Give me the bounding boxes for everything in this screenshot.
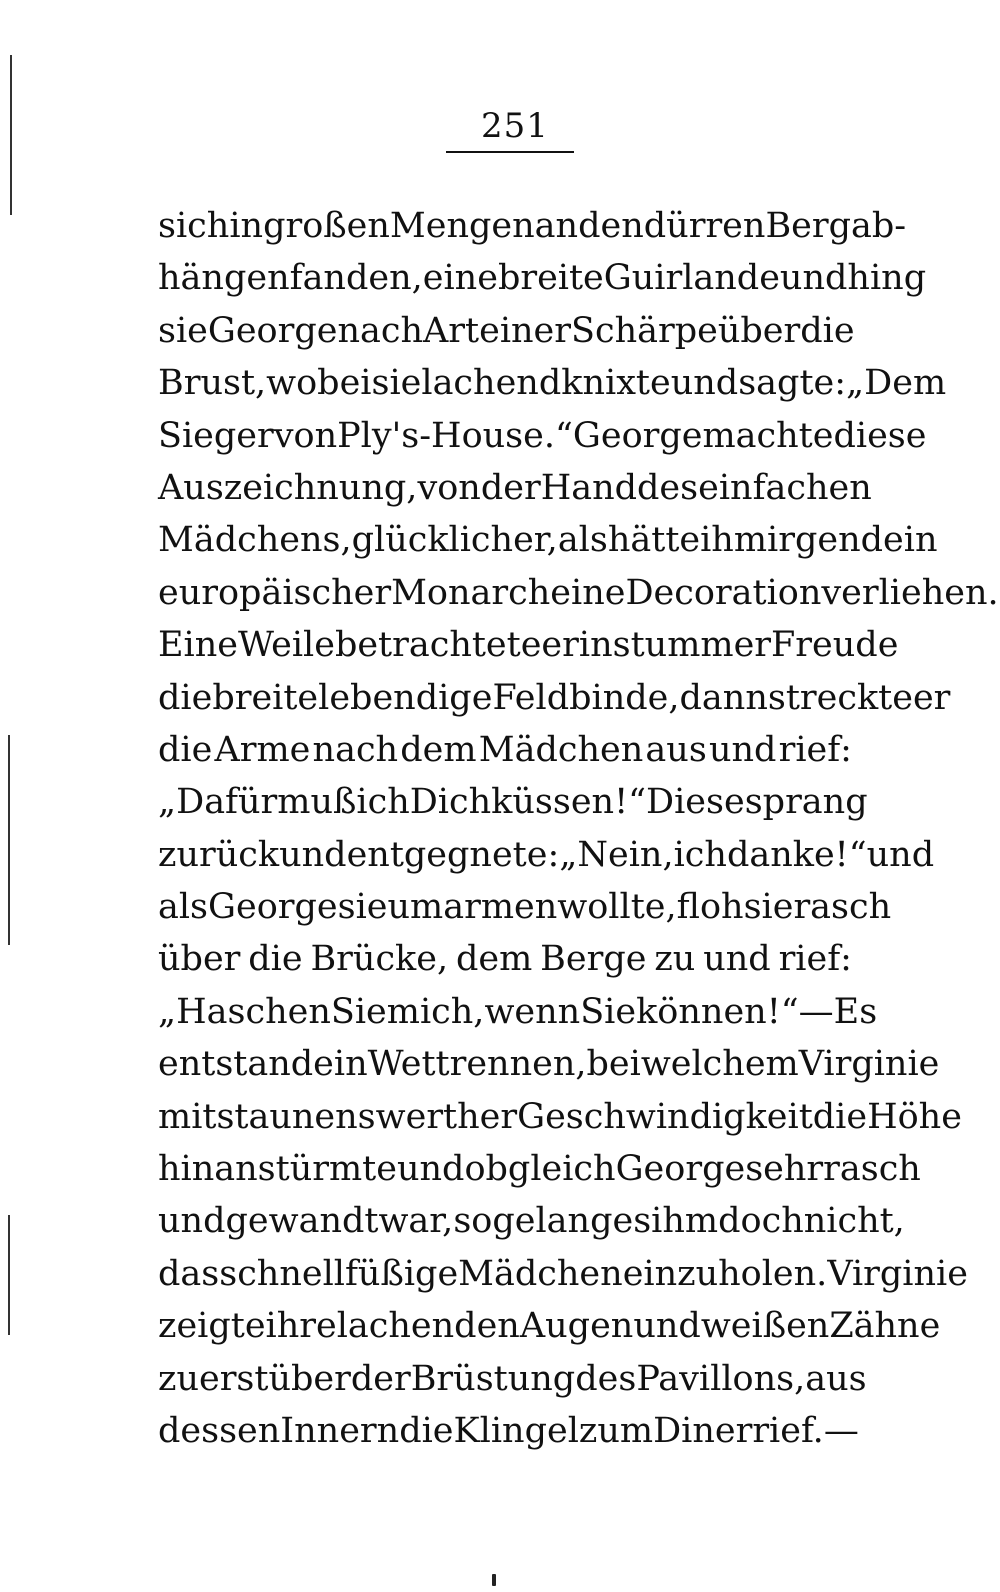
word: sehr [745,1149,824,1190]
word: knixte [561,363,671,404]
word: und [158,1201,226,1242]
word: ein [883,520,938,561]
word: Ply's-House.“ [337,415,573,456]
word: bei [586,1044,641,1085]
word: stummer [612,625,772,666]
text-line [158,514,938,566]
text-line [158,672,951,724]
word: einzuholen. [622,1253,828,1294]
word: nicht, [803,1201,905,1242]
text-line [158,1300,941,1352]
word: Art [423,310,480,351]
word: großen [263,206,390,246]
word: an [534,206,579,246]
text-line [158,724,852,776]
word: Feldbinde, [492,677,680,718]
word: George [572,415,703,456]
word: Virginie [798,1044,940,1085]
word: Sie [330,991,387,1032]
word: über [158,939,241,980]
word: ihm [700,520,768,561]
scan-edge-mark [8,1215,10,1335]
word: eine [550,572,626,613]
word: Es [833,991,878,1032]
word: umarmen [387,887,558,928]
word: die [812,1096,868,1137]
word: Wettrennen, [367,1044,587,1085]
text-line [158,1353,867,1405]
text-line [158,881,892,933]
word: George [208,887,338,928]
word: Zähne [829,1306,941,1347]
word: sie [337,887,388,928]
word: und [396,1149,465,1190]
word: breite [212,677,319,718]
word: glücklicher, [351,520,558,561]
word: Mädchen [478,729,644,770]
word: ihre [265,1306,337,1347]
word: war, [378,1201,454,1242]
word: zuerst [158,1358,269,1399]
word: hängen [158,258,290,299]
word: eine [422,258,498,299]
word: Sie [580,991,637,1032]
word: rief: [778,939,852,980]
word: wobei [266,363,372,404]
word: Weile [238,625,335,666]
word: lachend [421,363,562,404]
word: Guirlande [603,258,780,299]
word: hing [847,258,927,299]
text-line [158,619,899,671]
scan-edge-mark [8,735,10,945]
word: verliehen. [821,572,999,613]
word: sie [371,363,422,404]
word: Hand [540,467,638,508]
word: Schärpe [571,310,718,351]
word: — [823,1410,859,1451]
word: „Dafür [158,782,278,823]
word: ich [673,834,727,875]
word: „Haschen [158,991,331,1032]
word: die [399,1410,454,1451]
word: Klingel [453,1410,579,1451]
word: entgegnete: [346,834,560,875]
text-line [158,1091,962,1143]
word: in [578,625,613,666]
word: als [158,887,209,928]
word: entstand [158,1044,314,1085]
word: zum [578,1410,654,1451]
word: und [670,363,739,404]
text-line [158,1248,968,1300]
word: Diner [653,1410,753,1451]
text-line [158,933,852,985]
word: Mengen [389,206,535,246]
word: dessen [158,1410,281,1451]
word: Brücke, [310,939,449,980]
word: Virginie [827,1253,968,1294]
word: floh [676,887,744,928]
word: staunenswerther [216,1096,518,1137]
word: die [248,939,303,980]
text-line [158,462,872,514]
word: zurück [158,834,280,875]
word: und [279,834,347,875]
word: und [633,1306,701,1347]
word: aus [805,1358,867,1399]
word: Diese [646,782,745,823]
text-line [158,410,927,462]
text-line [158,567,999,619]
word: sprang [744,782,868,823]
word: den [578,206,644,246]
word: danke!“ [726,834,867,875]
word: über [717,310,801,351]
word: Monarch [391,572,551,613]
word: lebendige [318,677,493,718]
word: zeigte [158,1306,266,1347]
word: Decoration [625,572,822,613]
word: „Dem [846,363,947,404]
word: nach [312,729,399,770]
word: in [229,206,264,246]
word: gewandt [225,1201,379,1242]
header-rule [446,151,574,153]
word: „Nein, [559,834,674,875]
word: George [615,1149,746,1190]
word: von [273,415,338,456]
word: hinanstürmte [158,1149,397,1190]
word: streckte [767,677,913,718]
word: sie [743,887,794,928]
word: des [575,1358,637,1399]
text-line [158,1195,905,1247]
word: sagte: [738,363,847,404]
scan-edge-mark [10,55,12,215]
text-line [158,776,868,828]
word: nach [337,310,424,351]
word: Sieger [158,415,274,456]
word: und [779,258,848,299]
word: breite [497,258,604,299]
word: er [541,625,579,666]
word: dürren [643,206,766,246]
word: europäischer [158,572,392,613]
word: gelang [492,1201,613,1242]
text-line [158,1405,859,1457]
word: von [417,467,481,508]
word: Dich [409,782,492,823]
word: die [158,729,213,770]
word: dem [400,729,477,770]
text-line [158,986,878,1038]
word: ihm [651,1201,719,1242]
word: wenn [484,991,581,1032]
word: der [480,467,541,508]
scan-speck [492,1574,496,1586]
word: Berge [540,939,647,980]
word: Höhe [867,1096,962,1137]
word: obgleich [464,1149,616,1190]
word: weißen [700,1306,830,1347]
word: rief: [778,729,852,770]
word: küssen!“ [491,782,647,823]
word: Geschwindigkeit [517,1096,813,1137]
word: sie [158,310,208,351]
word: des [637,467,699,508]
word: Auszeichnung, [158,467,418,508]
word: zu [654,939,696,980]
word: Arme [214,729,311,770]
text-line [158,252,927,304]
word: einfachen [698,467,872,508]
word: rasch [793,887,892,928]
word: so [453,1201,493,1242]
word: rasch [823,1149,921,1190]
word: Brüstung [410,1358,576,1399]
word: lachenden [336,1306,520,1347]
word: Mädchens, [158,520,352,561]
word: Freude [771,625,899,666]
word: muß [277,782,357,823]
word: Bergab- [765,206,907,246]
word: dann [679,677,768,718]
word: Innern [280,1410,400,1451]
word: George [207,310,338,351]
word: mich, [386,991,485,1032]
word: können!“ [636,991,799,1032]
word: diese [833,415,927,456]
word: machte [702,415,834,456]
text-line [158,200,907,252]
word: aus [645,729,707,770]
word: Brust, [158,363,267,404]
word: mit [158,1096,217,1137]
word: irgend [767,520,884,561]
page-number: 251 [481,106,549,146]
word: hätte [607,520,701,561]
word: und [708,729,777,770]
word: welchem [640,1044,799,1085]
word: Pavillons, [636,1358,806,1399]
word: Mädchen [458,1253,623,1294]
word: die [800,310,855,351]
word: er [912,677,951,718]
word: doch [718,1201,804,1242]
text-line [158,829,935,881]
word: ein [313,1044,368,1085]
word: Augen [519,1306,634,1347]
word: die [158,677,213,718]
text-line [158,1143,921,1195]
word: über [268,1358,351,1399]
body-text [158,200,999,1457]
word: rief. [752,1410,824,1451]
word: fanden, [289,258,423,299]
word: es [612,1201,652,1242]
word: dem [455,939,533,980]
word: und [703,939,771,980]
word: ich [356,782,410,823]
word: und [866,834,935,875]
text-line [158,357,947,409]
word: — [798,991,834,1032]
word: Eine [158,625,238,666]
word: das [158,1253,220,1294]
word: sich [158,206,230,246]
word: der [350,1358,411,1399]
text-line [158,1038,940,1090]
text-line [158,305,855,357]
word: betrachtete [334,625,542,666]
word: schnellfüßige [219,1253,459,1294]
word: einer [479,310,572,351]
word: wollte, [557,887,677,928]
word: als [557,520,608,561]
